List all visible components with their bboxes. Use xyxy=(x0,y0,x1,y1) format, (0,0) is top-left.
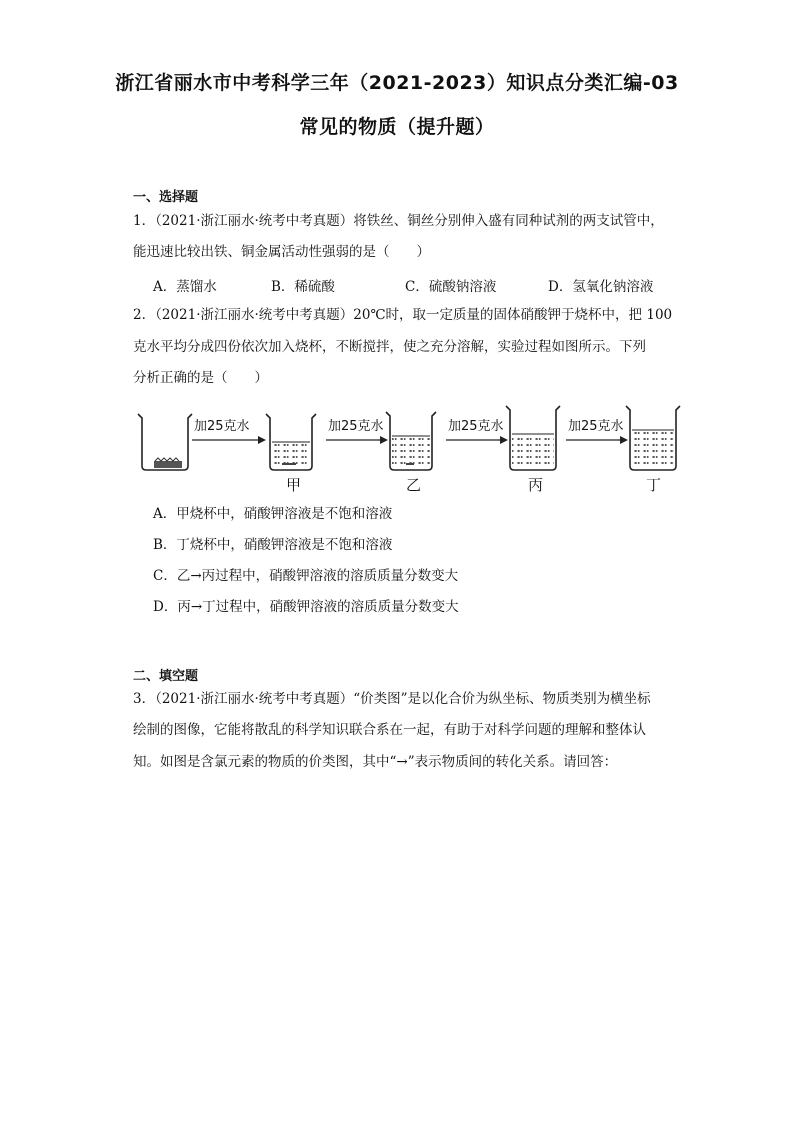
arrow-label-1: 加25克水 xyxy=(194,419,250,434)
q1-option-c: C．硫酸钠溶液 xyxy=(405,279,497,295)
beaker-yi xyxy=(386,412,436,494)
add-water-arrow-3 xyxy=(446,418,508,444)
section-heading-fill: 二、填空题 xyxy=(133,669,199,684)
section-heading-choice: 一、选择题 xyxy=(133,190,199,205)
q2-option-a: A．甲烧杯中，硝酸钾溶液是不饱和溶液 xyxy=(153,506,393,522)
beaker-label-yi: 乙 xyxy=(406,476,422,494)
q1-option-d: D．氢氧化钠溶液 xyxy=(548,279,654,295)
q2-stem-line2: 克水平均分成四份依次加入烧杯，不断搅拌，使之充分溶解，实验过程如图所示。下列 xyxy=(133,339,646,355)
q3-stem-line2: 绘制的图像，它能将散乱的科学知识联合系在一起，有助于对科学问题的理解和整体认 xyxy=(133,722,646,738)
q3-stem-line1: 3．（2021·浙江丽水·统考中考真题）“价类图”是以化合价为纵坐标、物质类别为横坐标 xyxy=(133,691,651,707)
arrow-label-2: 加25克水 xyxy=(328,419,384,434)
q1-option-b: B．稀硫酸 xyxy=(271,279,335,295)
beaker-bing xyxy=(506,406,560,494)
q2-stem-line3: 分析正确的是（ ） xyxy=(133,370,268,386)
arrow-label-4: 加25克水 xyxy=(568,419,624,434)
document-title-line1: 浙江省丽水市中考科学三年（2021-2023）知识点分类汇编-03 xyxy=(115,72,679,94)
beaker-label-bing: 丙 xyxy=(528,476,544,494)
q2-option-c: C．乙→丙过程中，硝酸钾溶液的溶质质量分数变大 xyxy=(153,568,459,584)
solid-crystals xyxy=(154,458,182,468)
add-water-arrow-4 xyxy=(566,418,628,444)
q3-stem-line3: 知。如图是含氯元素的物质的价类图，其中“→”表示物质间的转化关系。请回答： xyxy=(133,754,618,770)
add-water-arrow-2 xyxy=(326,418,388,444)
add-water-arrow-1 xyxy=(192,418,266,444)
q1-option-a: A．蒸馏水 xyxy=(153,279,217,295)
document-title-line2: 常见的物质（提升题） xyxy=(299,116,495,138)
beaker-start xyxy=(138,414,192,470)
arrow-label-3: 加25克水 xyxy=(448,419,504,434)
q2-option-d: D．丙→丁过程中，硝酸钾溶液的溶质质量分数变大 xyxy=(153,599,459,615)
q1-stem-line1: 1．（2021·浙江丽水·统考中考真题）将铁丝、铜丝分别伸入盛有同种试剂的两支试管中， xyxy=(133,213,664,229)
beaker-experiment-figure xyxy=(130,400,690,500)
q2-option-b: B．丁烧杯中，硝酸钾溶液是不饱和溶液 xyxy=(153,537,393,553)
q1-stem-line2: 能迅速比较出铁、铜金属活动性强弱的是（ ） xyxy=(133,244,430,260)
beaker-jia xyxy=(266,414,316,494)
beaker-label-jia: 甲 xyxy=(286,476,302,494)
beaker-ding xyxy=(626,406,680,494)
beaker-label-ding: 丁 xyxy=(646,476,662,494)
q2-stem-line1: 2．（2021·浙江丽水·统考中考真题）20℃时，取一定质量的固体硝酸钾于烧杯中，把 100 xyxy=(133,307,673,323)
